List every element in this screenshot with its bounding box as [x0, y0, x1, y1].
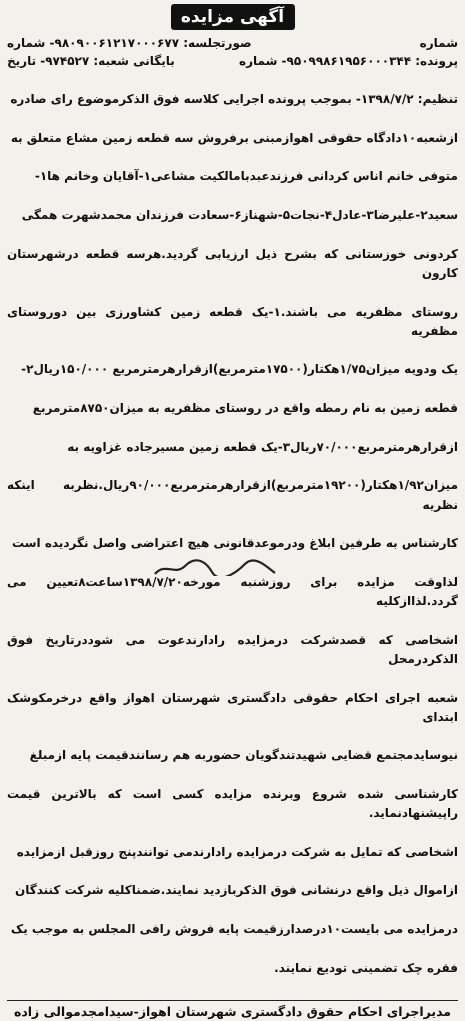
body-line: درمزایده می بایست۱۰درصدارزقیمت پایه فروش رافی المجلس به موجب یک: [10, 922, 458, 937]
body-line: کارشناسی شده شروع وبرنده مزایده کسی است که بالاترین قیمت راپیشنهادنماید.: [7, 786, 458, 821]
body-line: اشخاصی که قصدشرکت درمزایده رادارندعوت می شوددرتاریخ فوق الذکردرمحل: [7, 632, 458, 666]
body-line: شعبه اجرای احکام حقوقی دادگستری شهرستان اهواز واقع درخرمکوشک ابتدای: [7, 690, 458, 724]
body-line: میزان۱/۹۲هکتار(۱۹۲۰۰مترمربع)ازقرارهرمترمربع۹۰/۰۰۰ریال.نظربه اینکه نظریه: [7, 478, 458, 512]
header-line-2-right: پرونده: ۹۵۰۹۹۸۶۱۹۵۶۰۰۰۳۴۴- شماره: [239, 54, 458, 68]
body-line: لذاوقت مزایده برای روزشنبه مورخه۱۳۹۸/۷/۲۰ساعت۸تعیین می گردد.لذاازکلیه: [7, 574, 458, 609]
body-line: ازاموال ذیل واقع درنشانی فوق الذکربازدید نمایند.ضمناکلیه شرکت کنندگان: [14, 883, 458, 898]
body-line: قطعه زمین به نام رمطه واقع در روستای مظفریه به میزان۸۷۵۰مترمربع: [32, 401, 458, 416]
body-line: متوفی خانم اناس کردانی فرزندعبدبامالکیت مشاعی۱-آقایان وخانم ها۱-: [34, 169, 458, 184]
body-line: یک ودویه میزان۱/۷۵هکتار(۱۷۵۰۰مترمربع)ازقرارهرمترمربع ۱۵۰/۰۰۰ریال۲-: [21, 362, 458, 377]
body-line: فقره چک تضمینی تودیع نمایند.: [274, 960, 458, 975]
header-line-1: [7, 34, 458, 52]
body-line: تنظیم: ۱۳۹۸/۷/۲- بموجب پرونده اجرایی کلاسه فوق الذکرموضوع رای صادره: [10, 92, 458, 107]
notice-body: [7, 71, 458, 997]
body-line: ازقرارهرمترمربع۷۰/۰۰۰ریال۳-یک قطعه زمین مسیرجاده غزاویه به: [67, 439, 458, 454]
body-line: اشخاصی که تمایل به شرکت درمزایده رادارندمی توانندپنج روزقبل ازمزایده: [16, 844, 458, 859]
header-line-1-right: شماره: [419, 36, 458, 50]
body-line: کردونی خوزستانی که بشرح ذیل ارزیابی گردید.هرسه قطعه درشهرستان کارون: [7, 246, 458, 280]
footer-signature: مدیراجرای احکام حقوق دادگستری شهرستان اهواز-سیدامجدموالی زاده: [13, 1004, 452, 1020]
footer-divider: [7, 1000, 458, 1001]
header-line-2-left: بایگانی شعبه: ۹۷۴۵۲۷- تاریخ: [7, 54, 175, 68]
body-line: ازشعبه۱۰دادگاه حقوقی اهوازمبنی برفروش سه قطعه زمین مشاع متعلق به: [10, 130, 458, 145]
header-line-1-left: صورتجلسه: ۹۸۰۹۰۰۶۱۲۱۷۰۰۰۶۷۷- شماره: [7, 36, 252, 50]
handwritten-mark: [150, 558, 280, 576]
notice-title: آگهی مزایده: [171, 4, 295, 30]
body-line: سعید۲-علیرضا۳-عادل۴-نجات۵-شهناز۶-سعادت فرزندان محمدشهرت همگی: [21, 208, 458, 223]
body-line: نیوسایدمجتمع قضایی شهیدتندگویان حضوربه هم رسانندقیمت پایه ازمبلغ: [29, 748, 458, 763]
header-line-2: [7, 52, 458, 70]
body-line: روستای مظفریه می باشند.۱-یک قطعه زمین کشاورزی بین دوروستای مظفریه: [7, 304, 458, 338]
body-line: کارشناس به طرفین ابلاغ ودرموعدقانونی هیچ اعتراضی واصل نگردیده است: [12, 536, 458, 551]
